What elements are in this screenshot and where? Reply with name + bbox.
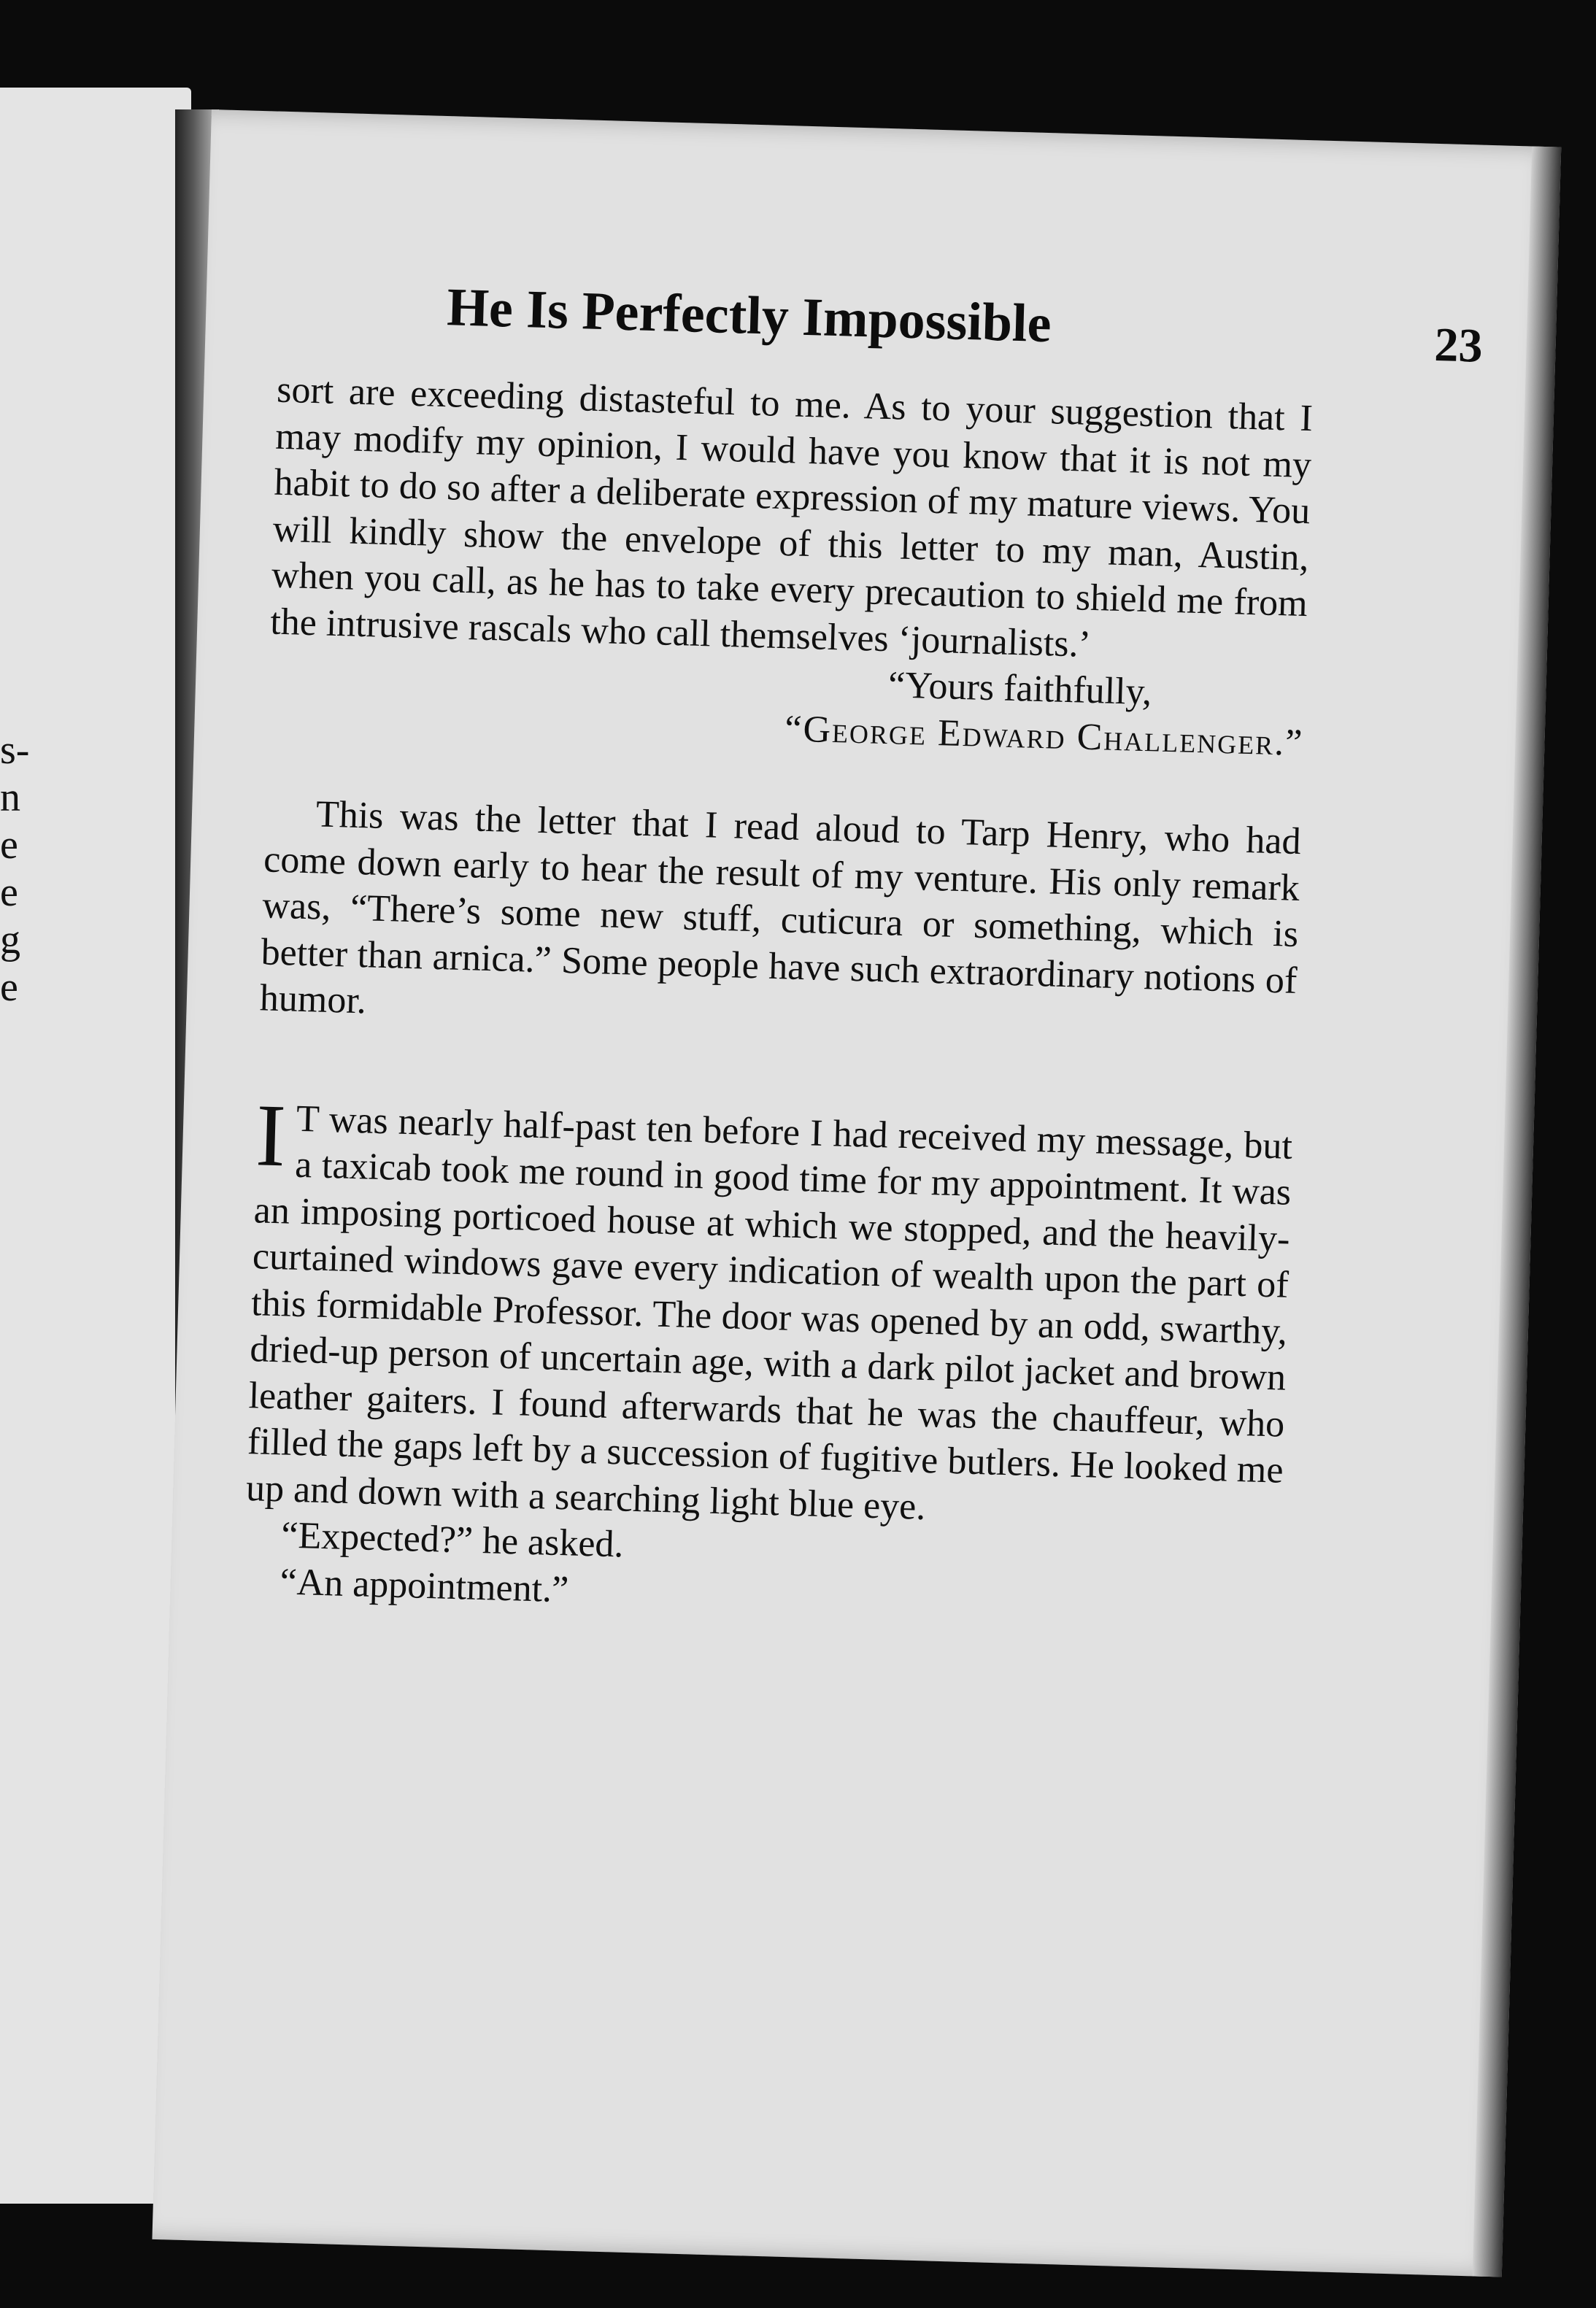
paragraph: This was the letter that I read aloud to Tarp Henry, who had come down early to hear the result of my venture. His only remark was, “There’s some new stuff, cuticura or something, which is better than arnica.” Some people have such extraordinary notions of humor. xyxy=(259,793,1302,1022)
left-page-fragment: e xyxy=(0,870,18,915)
letter-signature: “George Edward Challenger.” xyxy=(784,707,1305,764)
left-page-fragment: s- xyxy=(0,727,30,773)
drop-cap: I xyxy=(254,1085,288,1185)
left-page-fragment: g xyxy=(0,917,20,962)
letter-text: sort are exceeding distasteful to me. As to your suggestion that I may modify my opinion, I would have you know that it is not my habit to do so after a deliberate expression of my mature views. You will kindly show the envelope of this letter to my man, Austin, when you call, as he has to take every precaution to shield me from the intrusive rascals who call themselves ‘journalists.’ xyxy=(269,368,1314,665)
running-title: He Is Perfectly Impossible xyxy=(446,277,1052,355)
left-page-fragment: e xyxy=(0,965,18,1010)
left-page-fragment: e xyxy=(0,822,18,868)
running-header xyxy=(446,277,1484,373)
left-page-fragment: n xyxy=(0,775,20,820)
dialog-line: “Expected?” he asked. xyxy=(280,1514,625,1566)
paragraph-with-dropcap xyxy=(245,1085,1293,1540)
dialog-line: “An appointment.” xyxy=(279,1560,570,1610)
paragraph: T was nearly half-past ten before I had received my message, but a taxicab took me round in good time for my appointment. It was an imposing porticoed house at which we stopped, and the heavily-curtained windows gave every indication of wealth upon the part of this formidable Professor. The door was opened by an odd, swarthy, dried-up person of uncertain age, with a dark pilot jacket and brown leather gaiters. I found afterwards that he was the chauffeur, who filled the gaps left by a succession of fugitive butlers. He looked me up and down with a searching light blue eye. xyxy=(245,1097,1293,1528)
book-page xyxy=(152,109,1561,2277)
letter-closing: “Yours faithfully, xyxy=(887,664,1152,714)
page-number: 23 xyxy=(1433,317,1484,373)
page-edge-shadow xyxy=(1473,147,1562,2277)
page-body xyxy=(243,367,1314,1633)
